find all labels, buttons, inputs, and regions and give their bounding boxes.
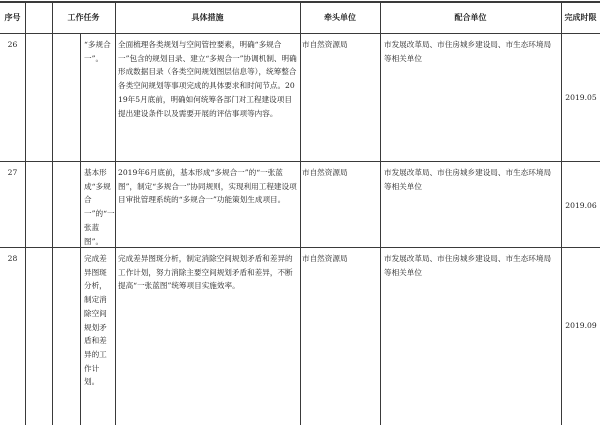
row-seq: 26 [7,40,18,49]
row-lead-unit: 市自然资源局 [302,254,348,263]
row-measures: 完成差异图斑分析，制定消除空间规划矛盾和差异的工作计划，努力消除主要空间规划矛盾和差异，不断提高“一张蓝图”统筹项目实施效率。 [118,254,293,291]
header-task: 工作任务 [67,11,100,22]
header-lead-unit: 牵头单位 [324,11,356,22]
row-seq: 28 [7,254,18,263]
row-coop-units: 市发展改革局、市住房城乡建设局、市生态环境局等相关单位 [384,168,552,191]
column-divider [115,1,116,425]
column-divider [380,1,381,425]
row-deadline: 2019.09 [565,321,597,330]
header-seq: 序号 [4,11,21,22]
column-divider [80,34,81,425]
row-task: 完成差异图斑分析，制定消除空间规划矛盾和差异的工作计划。 [84,254,107,387]
row-divider [0,161,600,162]
row-coop-units: 市发展改革局、市住房城乡建设局、市生态环境局等相关单位 [384,40,552,63]
header-measures: 具体措施 [191,11,224,22]
column-divider [25,1,26,425]
row-task: 基本形成“多规合一”的“一张蓝图”。 [84,168,115,246]
row-seq: 27 [7,168,18,177]
column-divider [300,1,301,425]
row-coop-units: 市发展改革局、市住房城乡建设局、市生态环境局等相关单位 [384,254,552,277]
row-task: “多规合一”。 [84,40,111,63]
row-deadline: 2019.06 [565,201,597,210]
header-bottom-border [0,33,600,34]
column-divider [561,1,562,425]
row-lead-unit: 市自然资源局 [302,40,348,49]
header-deadline: 完成时限 [564,11,597,22]
row-measures: 全面梳理各类规划与空间管控要素，明确“多规合一”包含的规划目录、建立“多规合一”协调机制、明确形成数据目录（各类空间规划图层信息等），统筹整合各类空间规划等事项完成的具体要求和时间节点。2019年5月底前，明确如何统筹各部门对工程建设项目提出建设条件以及需要开展的评估事项等内容。 [118,40,297,118]
row-lead-unit: 市自然资源局 [302,168,348,177]
row-measures: 2019年6月底前，基本形成“多规合一”的“一张蓝图”，制定“多规合一”协同规则，实现利用工程建设项目审批管理系统的“多规合一”功能策划生成项目。 [118,168,297,205]
row-deadline: 2019.05 [565,93,597,102]
header-coop-units: 配合单位 [454,11,487,22]
column-divider [52,1,53,425]
table-top-border [0,1,600,3]
